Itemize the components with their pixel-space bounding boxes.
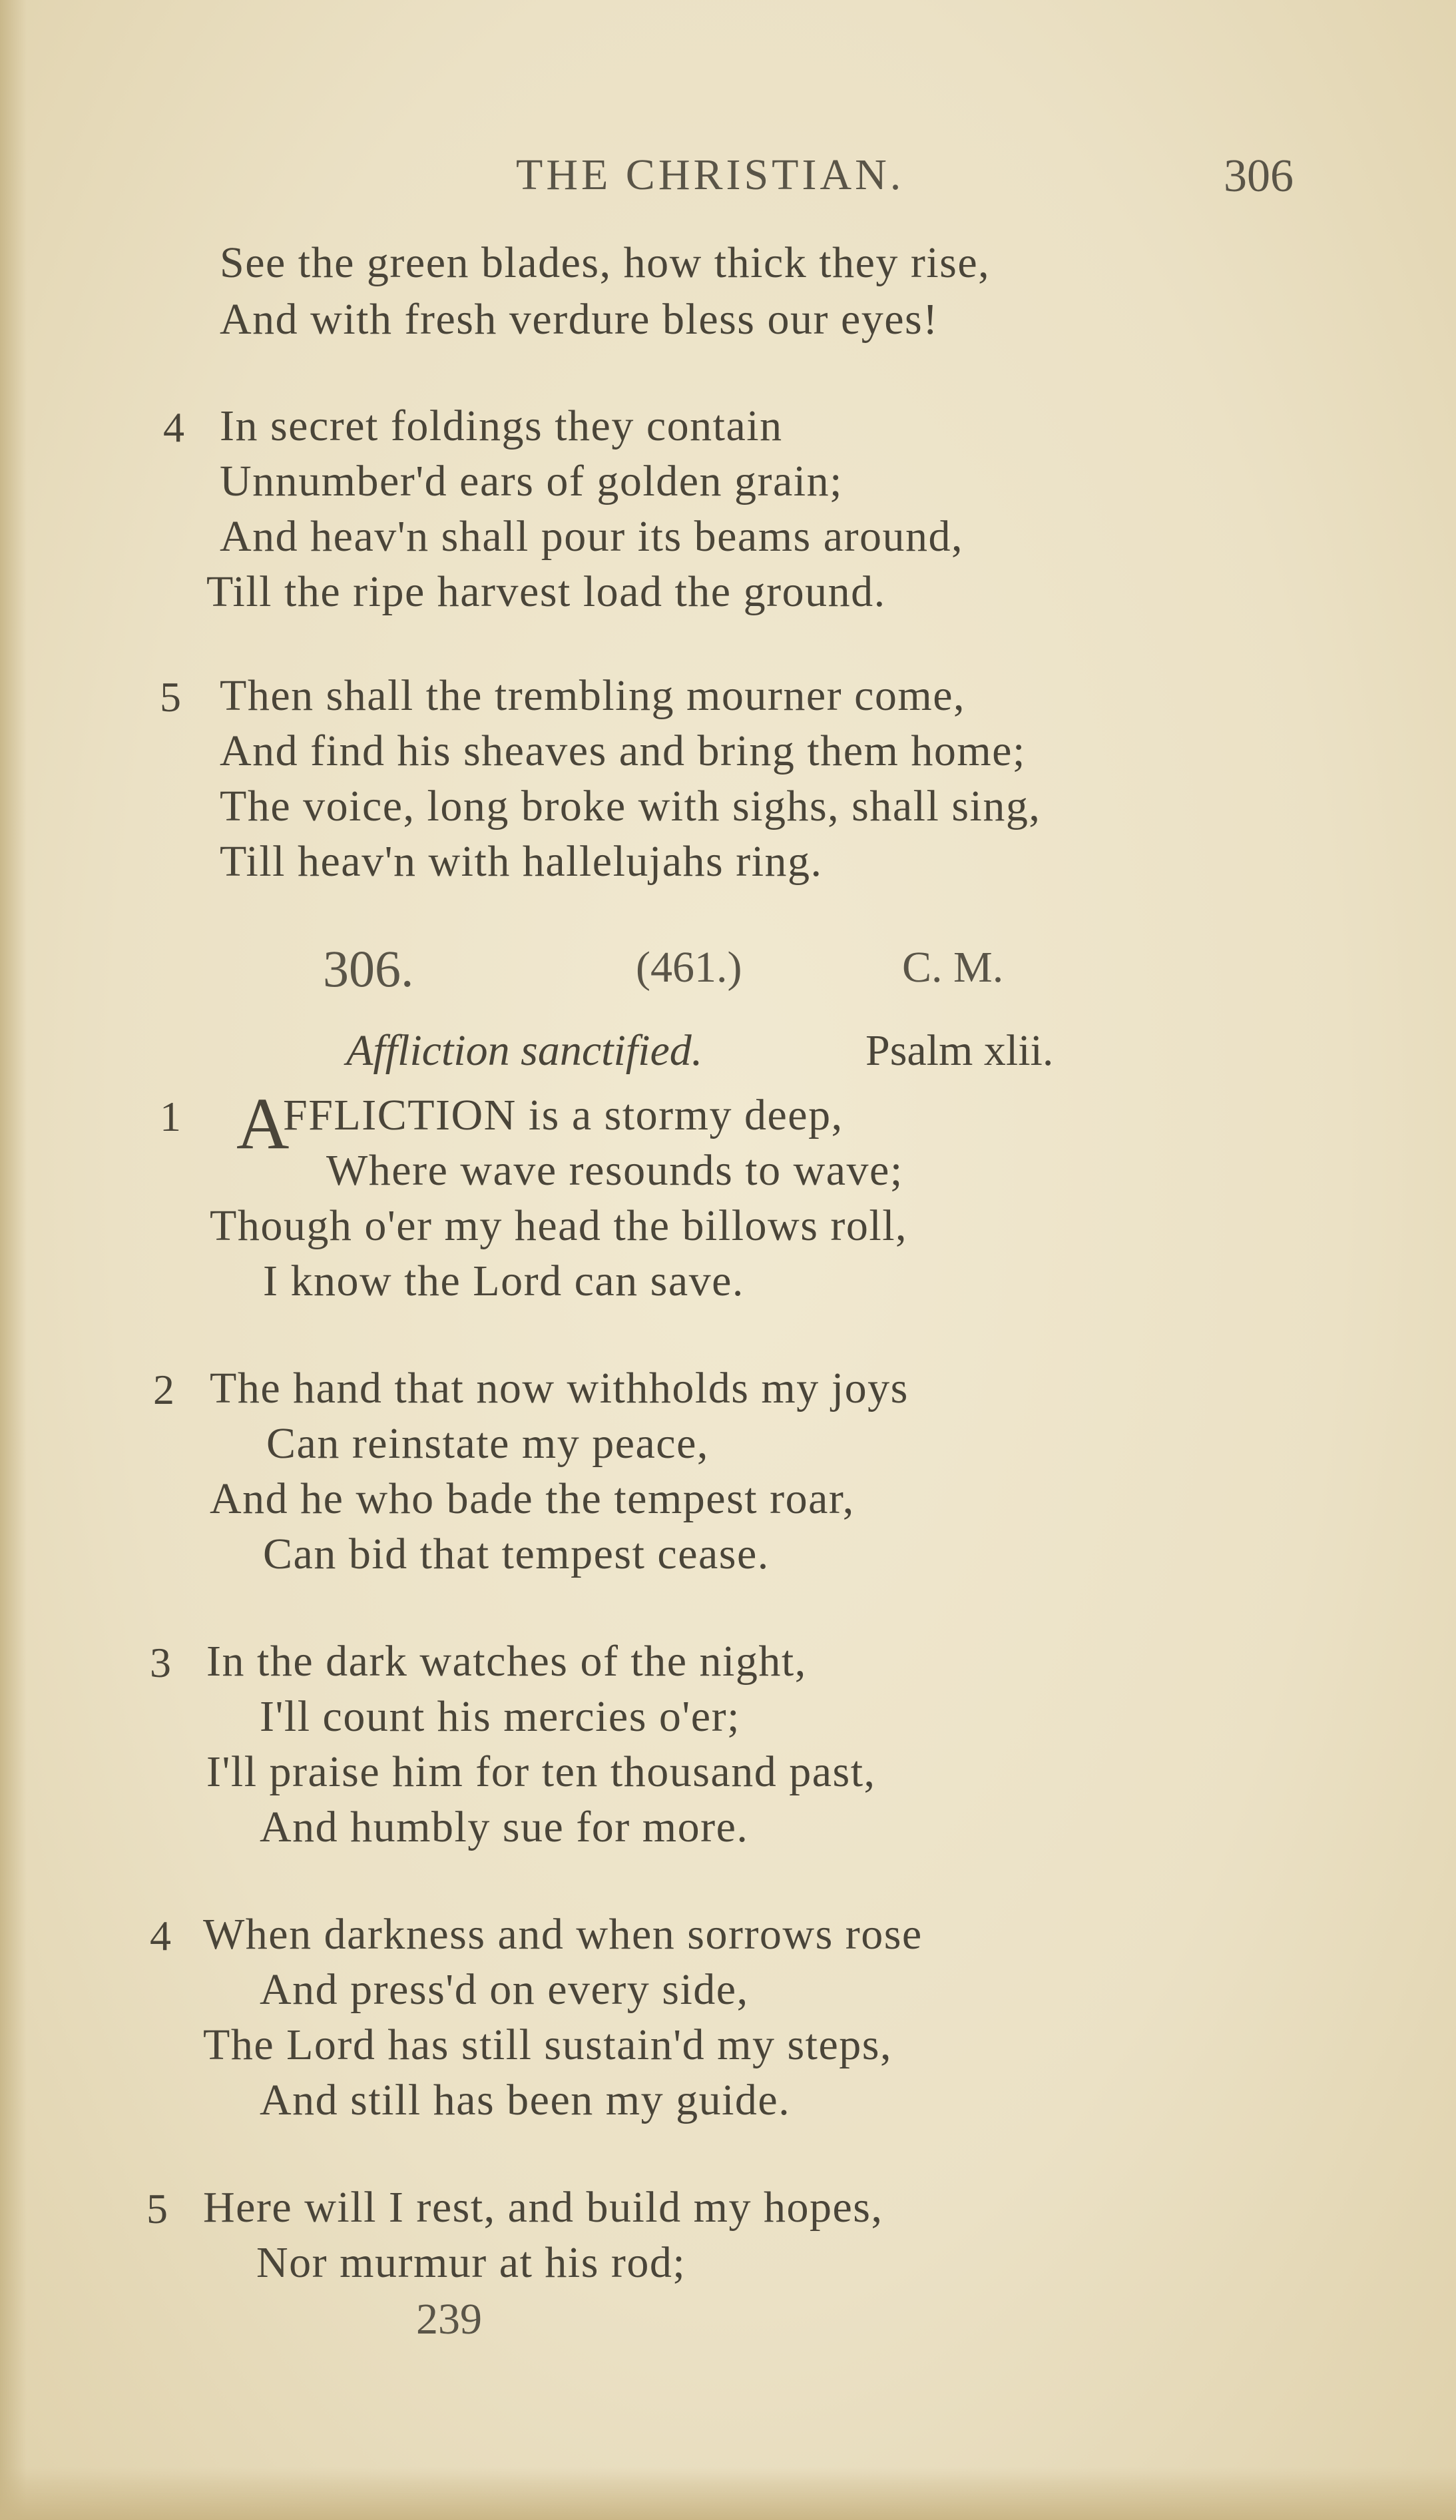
- verse-line: Can bid that tempest cease.: [263, 1530, 770, 1578]
- hymn-subject: Affliction sanctified.: [346, 1026, 703, 1075]
- verse-line: Till heav'n with hallelujahs ring.: [220, 837, 823, 886]
- hymn-meter: C. M.: [902, 943, 1004, 992]
- stanza-number: 3: [150, 1639, 171, 1686]
- verse-line: Where wave resounds to wave;: [326, 1146, 903, 1195]
- verse-line: And still has been my guide.: [260, 2076, 791, 2124]
- verse-line: And with fresh verdure bless our eyes!: [220, 295, 939, 344]
- verse-line: Nor murmur at his rod;: [256, 2238, 686, 2287]
- hymn-number: 306.: [323, 940, 414, 998]
- verse-line: And he who bade the tempest roar,: [210, 1474, 855, 1523]
- stanza-number: 4: [150, 1912, 171, 1959]
- stanza-number: 1: [160, 1093, 181, 1140]
- verse-line: And press'd on every side,: [260, 1965, 749, 2014]
- verse-line: In the dark watches of the night,: [206, 1637, 807, 1686]
- running-title: THE CHRISTIAN.: [516, 151, 905, 199]
- verse-line: Though o'er my head the billows roll,: [210, 1201, 908, 1250]
- verse-line: FFLICTION is a stormy deep,: [283, 1091, 844, 1139]
- verse-line: And heav'n shall pour its beams around,: [220, 512, 964, 561]
- drop-cap: A: [236, 1083, 290, 1164]
- verse-line: I know the Lord can save.: [263, 1257, 744, 1305]
- verse-line: And find his sheaves and bring them home;: [220, 727, 1026, 775]
- stanza-number: 5: [146, 2185, 168, 2232]
- verse-line: Then shall the trembling mourner come,: [220, 671, 966, 720]
- verse-line: See the green blades, how thick they rise,: [220, 238, 991, 287]
- page-number: 306: [1224, 151, 1294, 202]
- stanza-number: 5: [160, 673, 181, 721]
- verse-line: In secret foldings they contain: [220, 402, 783, 450]
- verse-line: And humbly sue for more.: [260, 1803, 749, 1851]
- verse-line: Unnumber'd ears of golden grain;: [220, 457, 843, 505]
- stanza-number: 2: [153, 1366, 174, 1413]
- stanza-number: 4: [163, 404, 184, 451]
- verse-line: Can reinstate my peace,: [266, 1419, 709, 1468]
- page-edge-shadow: [0, 0, 27, 2520]
- verse-line: I'll praise him for ten thousand past,: [206, 1747, 876, 1796]
- verse-line: I'll count his mercies o'er;: [260, 1692, 740, 1741]
- verse-line: Here will I rest, and build my hopes,: [203, 2183, 883, 2232]
- page-bottom-shadow: [0, 2467, 1456, 2520]
- verse-line: The hand that now withholds my joys: [210, 1364, 909, 1413]
- hymn-reference: (461.): [636, 943, 742, 992]
- verse-line: Till the ripe harvest load the ground.: [206, 567, 886, 616]
- verse-line: The Lord has still sustain'd my steps,: [203, 2021, 892, 2069]
- psalm-reference: Psalm xlii.: [865, 1026, 1054, 1075]
- verse-line: When darkness and when sorrows rose: [203, 1910, 923, 1959]
- folio-number: 239: [416, 2295, 482, 2344]
- verse-line: The voice, long broke with sighs, shall sing,: [220, 782, 1041, 830]
